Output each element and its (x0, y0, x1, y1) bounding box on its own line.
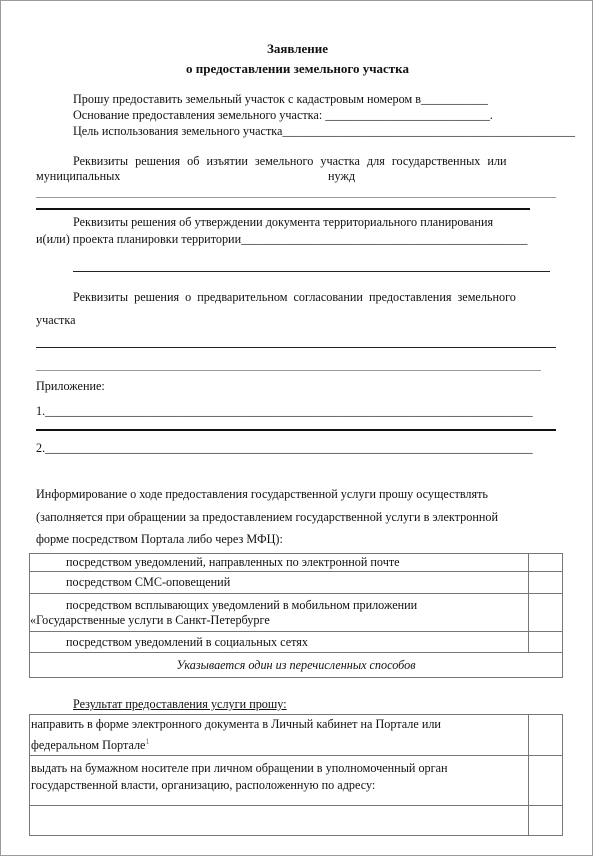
informing-option-app (30, 594, 529, 632)
result-options-table (29, 714, 563, 836)
result-option-paper (30, 756, 529, 806)
informing-option-row[interactable] (30, 554, 563, 572)
attachment-item-2[interactable]: 2.________________________________________________________________________________ (36, 441, 533, 455)
result-option-paper-line2: государственной власти, организацию, расположенную по адресу: (31, 778, 376, 792)
result-option-paper-checkbox[interactable] (529, 756, 563, 806)
result-address-checkbox[interactable] (529, 806, 563, 836)
attachments-label: Приложение: (36, 379, 105, 393)
footnote-marker: 1 (145, 736, 150, 746)
preliminary-field-line[interactable] (36, 347, 556, 348)
informing-note: Указывается один из перечисленных способов (30, 653, 563, 678)
informing-option-email: посредством уведомлений, направленных по электронной почте (30, 554, 529, 572)
withdrawal-text-2a: муниципальных (36, 169, 121, 183)
form-title: Заявление (266, 41, 329, 56)
informing-text-3: форме посредством Портала либо через МФЦ): (36, 532, 283, 546)
withdrawal-field-line-2[interactable] (36, 208, 530, 210)
result-option-electronic-checkbox[interactable] (529, 715, 563, 756)
informing-option-social-checkbox[interactable] (529, 632, 563, 653)
informing-option-app-line1: посредством всплывающих уведомлений в мобильном приложении (66, 597, 418, 612)
result-label: Результат предоставления услуги прошу: (73, 697, 287, 711)
withdrawal-field-line[interactable] (36, 197, 556, 198)
basis-text: Основание предоставления земельного участка: ___________________________. (73, 108, 493, 122)
preliminary-field-line-2[interactable] (36, 370, 541, 371)
informing-options-table (29, 553, 563, 678)
withdrawal-text: Реквизиты решения об изъятии земельного участка для государственных или (73, 154, 507, 168)
planning-field-line[interactable] (73, 271, 550, 272)
result-address-row[interactable] (30, 806, 563, 836)
informing-text-1: Информирование о ходе предоставления государственной услуги прошу осуществлять (36, 487, 488, 501)
result-option-electronic-line2: федеральном Портале (31, 738, 146, 753)
result-option-electronic-line1: направить в форме электронного документа в Личный кабинет на Портале или (31, 716, 441, 731)
attachment-separator (36, 429, 556, 431)
purpose-text: Цель использования земельного участка________________________________________________ (73, 124, 575, 138)
preliminary-text: Реквизиты решения о предварительном согласовании предоставления земельного (73, 290, 516, 304)
informing-option-row[interactable] (30, 572, 563, 594)
result-option-electronic (30, 715, 529, 756)
informing-option-social: посредством уведомлений в социальных сетях (30, 632, 529, 653)
cadastral-request-text: Прошу предоставить земельный участок с кадастровым номером в___________ (73, 92, 489, 106)
result-option-paper-line1: выдать на бумажном носителе при личном обращении в уполномоченный орган (31, 761, 448, 775)
informing-option-sms-checkbox[interactable] (529, 572, 563, 594)
preliminary-text-2: участка (36, 313, 76, 327)
result-option-row[interactable] (30, 715, 563, 756)
informing-option-app-checkbox[interactable] (529, 594, 563, 632)
planning-text: Реквизиты решения об утверждении документа территориального планирования (73, 215, 494, 229)
result-option-row[interactable] (30, 756, 563, 806)
planning-text-2: и(или) проекта планировки территории_______________________________________________ (36, 232, 528, 246)
withdrawal-text-2b: нужд (328, 169, 356, 183)
informing-text-2: (заполняется при обращении за предоставлением государственной услуги в электронной (36, 510, 498, 524)
form-subtitle: о предоставлении земельного участка (186, 61, 409, 76)
informing-option-row[interactable] (30, 632, 563, 653)
attachment-item-1[interactable]: 1.________________________________________________________________________________ (36, 404, 533, 418)
informing-option-sms: посредством СМС-оповещений (30, 572, 529, 594)
informing-option-row[interactable] (30, 594, 563, 632)
result-address-field[interactable] (30, 806, 529, 836)
informing-option-email-checkbox[interactable] (529, 554, 563, 572)
informing-option-app-line2: «Государственные услуги в Санкт-Петербурге (30, 612, 270, 627)
